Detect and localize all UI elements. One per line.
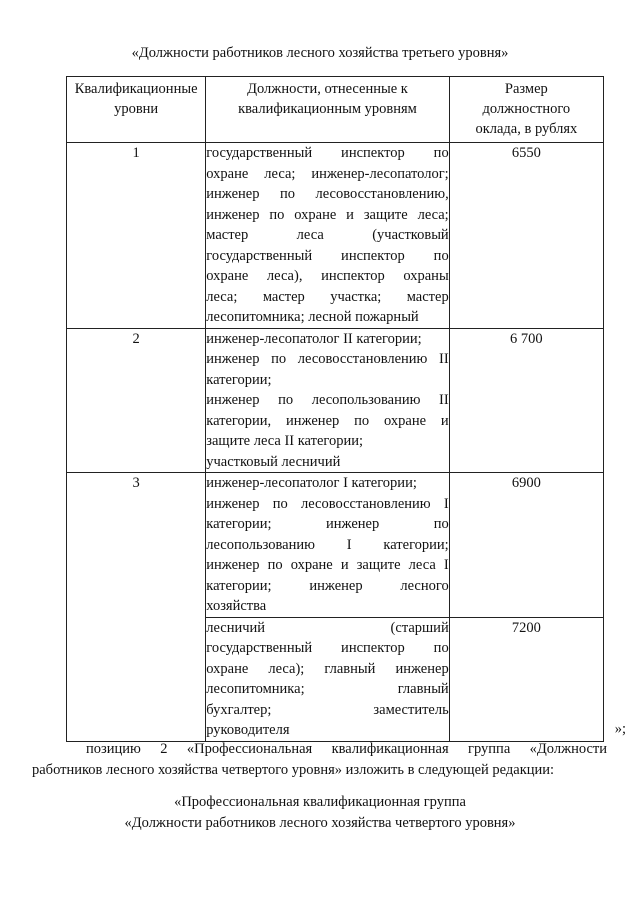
position-line: леса; мастер участка; мастер (206, 288, 449, 305)
paragraph-line: позицию 2 «Профессиональная квалификационная группа «Должности (86, 741, 607, 757)
header-line: оклада, в рублях (475, 121, 578, 137)
position-line: инженер по лесовосстановлению, (206, 186, 449, 202)
position-line: лесопользованию I категории; (206, 536, 449, 553)
table-header-row (67, 77, 604, 143)
positions-cell (206, 328, 449, 473)
paragraph-line: работников лесного хозяйства четвертого уровня» изложить в следующей редакции: (32, 762, 555, 778)
table-row (67, 328, 604, 473)
salary-cell: 6900 (449, 473, 603, 618)
header-positions (206, 77, 449, 143)
header-line: Должности, отнесенные к (247, 81, 408, 97)
header-line: квалификационным уровням (238, 101, 417, 117)
positions-cell (206, 143, 449, 329)
amendment-paragraph (32, 739, 607, 781)
position-line: категории; инженер лесного (206, 577, 449, 594)
position-line: охране леса; инженер-лесопатолог; (206, 165, 449, 182)
position-line: категории; (206, 371, 272, 388)
header-line: Размер (504, 81, 548, 97)
section-heading: «Должности работников лесного хозяйства третьего уровня» (131, 45, 509, 61)
position-line: защите леса II категории; (206, 433, 364, 449)
position-line: государственный инспектор по (206, 145, 449, 161)
header-line: уровни (114, 101, 159, 117)
position-line: инженер по лесовосстановлению I (206, 495, 449, 512)
position-line: инженер по охране и защите леса I (206, 557, 449, 573)
position-line: инженер-лесопатолог II категории; (206, 330, 422, 347)
header-salary (449, 77, 603, 143)
salary-cell: 6 700 (449, 328, 603, 473)
subheading-line: «Профессиональная квалификационная группа (174, 794, 466, 810)
header-line: должностного (482, 101, 571, 117)
position-line: государственный инспектор по (206, 247, 449, 264)
salary-cell: 6550 (449, 143, 603, 329)
position-line: категории; инженер по (206, 516, 449, 532)
position-line: мастер леса (участковый (206, 227, 449, 243)
level-cell: 2 (67, 328, 206, 473)
table-row (67, 143, 604, 329)
positions-cell (206, 617, 449, 741)
position-line: бухгалтер; заместитель (206, 701, 449, 718)
position-line: инженер по лесовосстановлению II (206, 351, 449, 367)
level-cell: 3 (67, 473, 206, 742)
position-line: лесничий (старший (206, 619, 449, 636)
table-row (67, 473, 604, 618)
header-qualification-levels (67, 77, 206, 143)
group-subheading (0, 792, 640, 834)
subheading-line: «Должности работников лесного хозяйства четвертого уровня» (124, 815, 516, 831)
positions-cell (206, 473, 449, 618)
salary-cell: 7200 (449, 617, 603, 741)
position-line: государственный инспектор по (206, 640, 449, 656)
position-line: категории, инженер по охране и (206, 412, 449, 429)
closing-quote-mark: »; (614, 721, 626, 737)
level-cell: 1 (67, 143, 206, 329)
positions-table (66, 76, 604, 742)
position-line: хозяйства (206, 598, 267, 614)
position-line: лесопитомника; лесной пожарный (206, 309, 419, 325)
position-line: инженер по охране и защите леса; (206, 206, 449, 223)
position-line: охране леса); главный инженер (206, 660, 449, 677)
header-line: Квалификационные (74, 81, 198, 97)
position-line: охране леса), инспектор охраны (206, 268, 449, 284)
position-line: лесопитомника; главный (206, 681, 449, 697)
position-line: участковый лесничий (206, 453, 341, 470)
position-line: инженер-лесопатолог I категории; (206, 475, 417, 491)
position-line: инженер по лесопользованию II (206, 392, 449, 408)
position-line: руководителя (206, 722, 290, 738)
